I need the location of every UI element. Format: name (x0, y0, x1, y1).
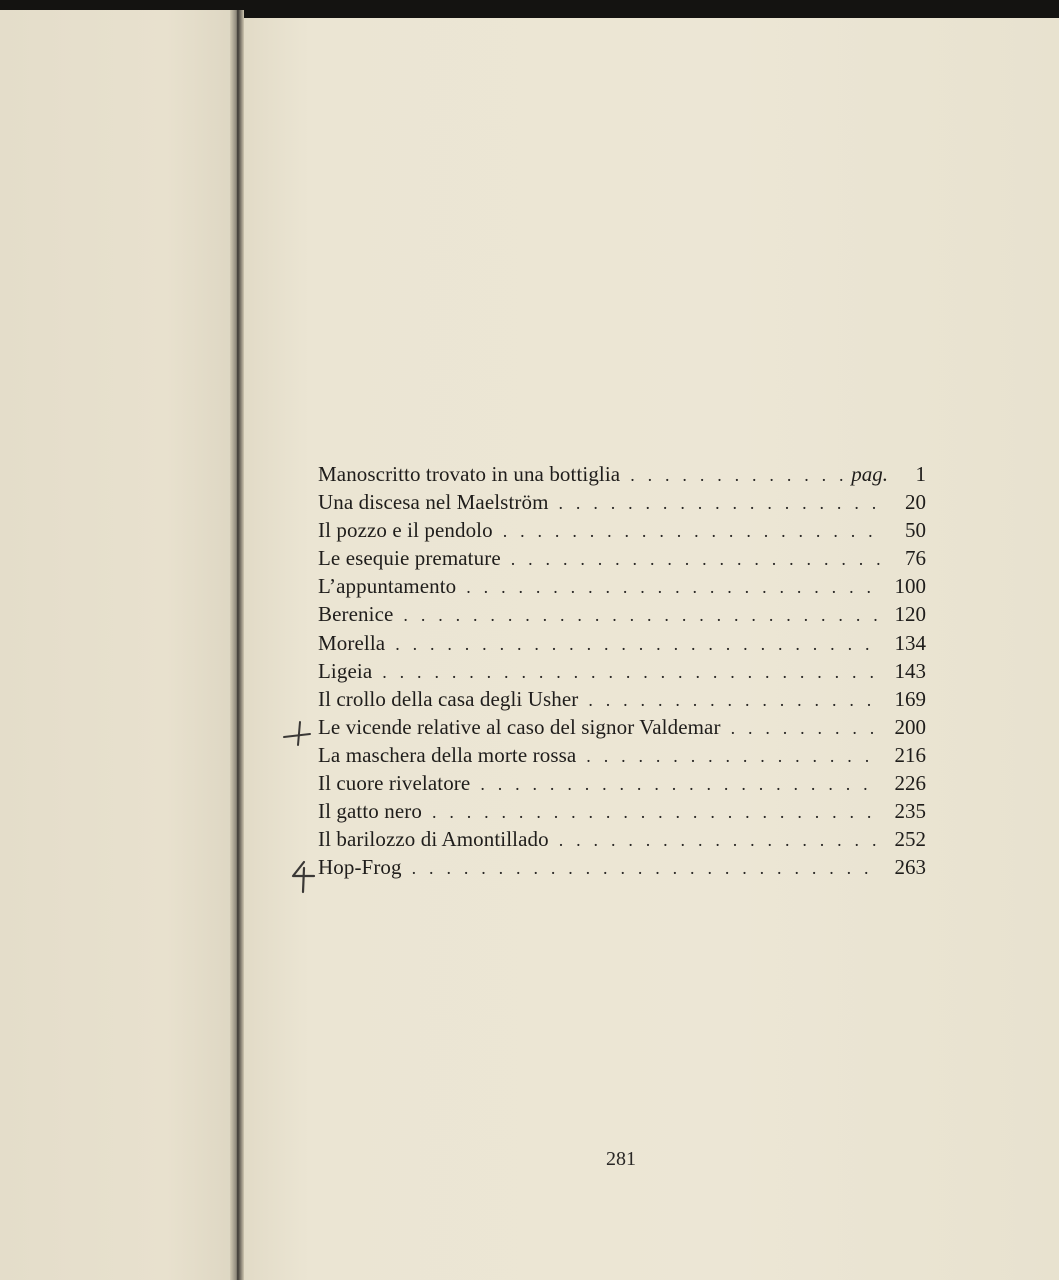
dot-leader (480, 774, 880, 795)
toc-entry-title: Il pozzo e il pendolo (318, 518, 493, 543)
dot-leader (503, 521, 880, 542)
toc-entry (318, 659, 926, 687)
toc-entry-title: Una discesa nel Maelström (318, 490, 549, 515)
toc-entry-page: 100 (894, 574, 926, 599)
toc-entry (318, 602, 926, 630)
dot-leader (731, 718, 880, 739)
toc-entry-page: 252 (894, 827, 926, 852)
toc-entry-title: Le esequie premature (318, 546, 501, 571)
dot-leader (395, 634, 880, 655)
toc-entry (318, 490, 926, 518)
toc-entry-title: Il cuore rivelatore (318, 771, 471, 796)
toc-entry-page: 76 (905, 546, 926, 571)
toc-entry-page: 226 (894, 771, 926, 796)
toc-entry-page: 235 (894, 799, 926, 824)
toc-entry (318, 715, 926, 743)
page-number: 281 (606, 1148, 636, 1170)
toc-entry-page: 20 (905, 490, 926, 515)
toc-entry-page: 1 (915, 462, 926, 486)
dot-leader (630, 465, 845, 486)
toc-entry-title: Manoscritto trovato in una bottiglia (318, 462, 621, 486)
toc-entry (318, 855, 926, 883)
dot-leader (466, 577, 880, 598)
toc-entry (318, 462, 926, 490)
toc-entry (318, 687, 926, 715)
toc-entry (318, 574, 926, 602)
toc-entry-title: Il barilozzo di Amontillado (318, 827, 549, 852)
dot-leader (432, 802, 880, 823)
toc-entry (318, 771, 926, 799)
toc-entry (318, 631, 926, 659)
toc-entry (318, 799, 926, 827)
toc-entry (318, 743, 926, 771)
toc-entry-page: 263 (894, 855, 926, 880)
dot-leader (586, 746, 880, 767)
toc-entry-page: 216 (894, 742, 926, 767)
book-gutter (230, 10, 244, 1280)
toc-entry-page: 120 (894, 602, 926, 627)
toc-entry-page: 143 (894, 658, 926, 683)
toc-entry-page: 169 (894, 686, 926, 711)
toc-entry-title: Ligeia (318, 658, 373, 683)
toc-entry-page: 50 (905, 518, 926, 543)
toc-entry (318, 827, 926, 855)
toc-entry-page: 134 (894, 630, 926, 655)
toc-entry-title: Morella (318, 630, 386, 655)
dot-leader (559, 493, 880, 514)
dot-leader (382, 662, 880, 683)
toc-entry-page: 200 (894, 714, 926, 739)
toc-entry (318, 518, 926, 546)
toc-entry-title: Il gatto nero (318, 799, 422, 824)
toc-entry-title: Hop-Frog (318, 855, 402, 880)
toc-entry-title: L’appuntamento (318, 574, 457, 599)
page-prefix: pag. (851, 462, 888, 486)
toc-entry-title: Le vicende relative al caso del signor Valdemar (318, 714, 721, 739)
dot-leader (412, 858, 880, 879)
table-of-contents (318, 462, 926, 883)
toc-entry-title: Il crollo della casa degli Usher (318, 686, 579, 711)
toc-entry (318, 546, 926, 574)
dot-leader (403, 605, 880, 626)
left-page (0, 10, 238, 1280)
toc-entry-title: La maschera della morte rossa (318, 742, 577, 767)
dot-leader (559, 830, 880, 851)
dot-leader (511, 549, 880, 570)
dot-leader (588, 690, 880, 711)
toc-entry-title: Berenice (318, 602, 394, 627)
